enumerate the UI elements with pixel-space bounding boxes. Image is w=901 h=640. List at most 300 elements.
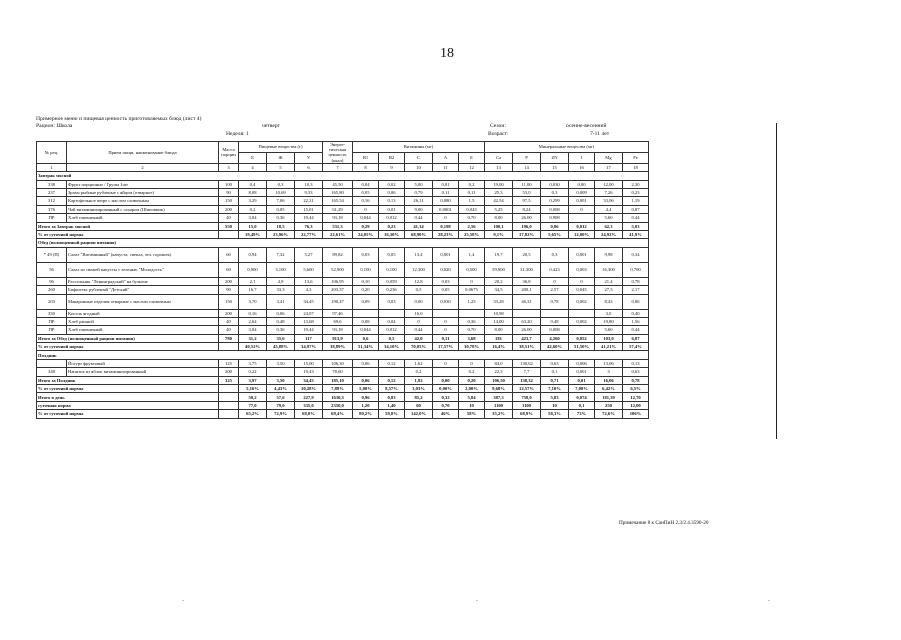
- table-cell: 0,003: [569, 262, 595, 277]
- table-cell: 200: [219, 368, 239, 376]
- table-cell: 50,2: [239, 393, 267, 401]
- table-cell: 36,8: [513, 277, 541, 285]
- table-cell: 0,70: [459, 326, 485, 334]
- table-cell: 8,57%: [379, 385, 405, 393]
- table-cell: 79,0: [267, 401, 295, 409]
- table-cell: 46%: [433, 410, 459, 418]
- table-cell: 0,001: [569, 247, 595, 262]
- col-number: 15: [541, 163, 569, 171]
- table-cell: 0,96: [353, 393, 379, 401]
- table-cell: 1,4: [459, 247, 485, 262]
- table-cell: 26,00: [513, 214, 541, 222]
- col-sub-header: Fe: [623, 152, 649, 163]
- table-cell: суточная норма: [37, 401, 219, 409]
- table-cell: 0,080: [433, 197, 459, 205]
- table-cell: 3,50: [267, 359, 295, 367]
- table-cell: 0,13: [623, 359, 649, 367]
- table-cell: [569, 214, 595, 222]
- col-number: 17: [595, 163, 623, 171]
- table-cell: 0,09: [353, 294, 379, 309]
- table-cell: 72,6%: [595, 410, 623, 418]
- table-cell: Хлеб пшеничный: [67, 326, 219, 334]
- table-cell: 1,5: [459, 197, 485, 205]
- table-cell: 3,03%: [405, 385, 433, 393]
- table-cell: 1100: [485, 401, 513, 409]
- table-cell: 0,002: [569, 294, 595, 309]
- table-cell: 5,03: [623, 222, 649, 230]
- table-cell: 40: [219, 214, 239, 222]
- table-cell: 84,0: [485, 359, 513, 367]
- table-cell: 0: [433, 214, 459, 222]
- table-cell: 0,06: [353, 359, 379, 367]
- table-cell: 0: [541, 277, 569, 285]
- table-cell: 17,82%: [513, 230, 541, 238]
- table-cell: 5,600: [295, 262, 323, 277]
- table-cell: 0,12: [379, 376, 405, 384]
- table-row: [37, 180, 649, 188]
- table-cell: 196,0: [513, 222, 541, 230]
- table-cell: 12,57%: [513, 385, 541, 393]
- total-row: [37, 376, 649, 384]
- col-sub-header: Ж: [267, 152, 295, 163]
- table-cell: 68,0%: [295, 410, 323, 418]
- table-cell: Напиток из яблок витаминизированный: [67, 368, 219, 376]
- table-cell: 0,052: [569, 334, 595, 342]
- table-row: [37, 262, 649, 277]
- col-number: 12: [459, 163, 485, 171]
- table-cell: 7,26: [595, 188, 623, 196]
- table-cell: 3,68: [459, 334, 485, 342]
- col-number: 1: [37, 163, 67, 171]
- table-cell: 34,97%: [295, 343, 323, 351]
- table-cell: % от суточной нормы: [37, 343, 219, 351]
- week-label: Неделя: 1: [226, 131, 249, 137]
- table-cell: 5,16%: [239, 385, 267, 393]
- table-cell: 0,299: [541, 197, 569, 205]
- table-cell: 0,900: [239, 262, 267, 277]
- table-cell: 40,52%: [239, 343, 267, 351]
- table-cell: 2,64: [239, 317, 267, 325]
- table-cell: 150: [219, 294, 239, 309]
- table-cell: [379, 368, 405, 376]
- col-sub-header: I: [569, 152, 595, 163]
- menu-title: Примерное меню и пищевая ценность приготовляемых блюд (лист 4): [36, 116, 202, 122]
- table-cell: 165,80: [323, 188, 353, 196]
- total-row: [37, 401, 649, 409]
- table-cell: 19,80: [595, 317, 623, 325]
- table-cell: Салат из свежей капусты с зеленью "Молодость": [67, 262, 219, 277]
- col-minerals: Минеральные вещества (мг): [485, 142, 649, 153]
- table-cell: 97,5: [513, 197, 541, 205]
- table-cell: 125: [219, 359, 239, 367]
- table-cell: 9,98: [595, 247, 623, 262]
- table-cell: 780: [219, 334, 239, 342]
- table-cell: 1,40: [379, 401, 405, 409]
- table-cell: 51,34%: [353, 343, 379, 351]
- col-recipe-no: № рец.: [37, 142, 67, 164]
- table-cell: 60: [219, 247, 239, 262]
- table-cell: 0,198: [433, 222, 459, 230]
- table-cell: 41,34: [405, 222, 433, 230]
- table-cell: 41,9%: [623, 230, 649, 238]
- table-cell: 5,83: [541, 393, 569, 401]
- col-number: 10: [405, 163, 433, 171]
- table-cell: 0,23: [379, 222, 405, 230]
- table-cell: 0,059: [379, 277, 405, 285]
- table-cell: 0,00: [433, 376, 459, 384]
- table-cell: 0,5: [379, 334, 405, 342]
- table-cell: 16,06: [595, 376, 623, 384]
- table-cell: 0,48: [267, 317, 295, 325]
- table-cell: 0,63: [623, 368, 649, 376]
- season-label: Сезон:: [490, 123, 506, 129]
- table-cell: 42,60%: [541, 343, 569, 351]
- table-cell: 7,32: [267, 247, 295, 262]
- table-cell: 69,4%: [323, 410, 353, 418]
- table-cell: 5,00: [405, 180, 433, 188]
- table-cell: Рассольник "Ленинградский" на бульоне: [67, 277, 219, 285]
- table-cell: 1630,3: [323, 393, 353, 401]
- table-cell: 0: [569, 205, 595, 213]
- table-cell: 250: [595, 401, 623, 409]
- table-cell: 9,1%: [485, 230, 513, 238]
- table-cell: [353, 368, 379, 376]
- table-cell: 0,01: [569, 376, 595, 384]
- table-cell: 89,82: [323, 247, 353, 262]
- table-cell: 0,6: [353, 334, 379, 342]
- table-cell: 4,4: [595, 205, 623, 213]
- table-cell: 80,2%: [353, 410, 379, 418]
- col-number: 6: [295, 163, 323, 171]
- table-cell: 0,87: [623, 205, 649, 213]
- table-cell: 0,5: [405, 286, 433, 294]
- col-number: 9: [379, 163, 405, 171]
- table-cell: 0,16: [239, 309, 267, 317]
- table-cell: 25,58%: [459, 230, 485, 238]
- col-number: 7: [323, 163, 353, 171]
- margin-line: [776, 123, 777, 439]
- table-cell: 117: [295, 334, 323, 342]
- table-cell: 70,05%: [405, 343, 433, 351]
- table-cell: Кисель ягодный: [67, 309, 219, 317]
- table-cell: 10,3: [295, 180, 323, 188]
- section-row: [37, 239, 649, 247]
- table-cell: 0,05: [353, 188, 379, 196]
- table-cell: Хлеб ржаной: [67, 317, 219, 325]
- table-cell: 0,86: [623, 294, 649, 309]
- col-number: 5: [267, 163, 295, 171]
- table-cell: ПР: [37, 214, 67, 222]
- table-cell: 0,13: [379, 197, 405, 205]
- table-cell: 0,44: [405, 326, 433, 334]
- table-cell: 8,08: [239, 188, 267, 196]
- table-cell: 0,00: [569, 180, 595, 188]
- table-cell: 0,0675: [459, 286, 485, 294]
- table-cell: 22,61%: [323, 230, 353, 238]
- table-cell: 7,7: [513, 368, 541, 376]
- table-cell: 0: [353, 205, 379, 213]
- table-cell: 6,5%: [623, 385, 649, 393]
- table-cell: 63,20: [513, 317, 541, 325]
- table-cell: 0,012: [569, 222, 595, 230]
- table-cell: [267, 368, 295, 376]
- table-row: [37, 197, 649, 205]
- total-row: [37, 343, 649, 351]
- table-cell: 3: [595, 368, 623, 376]
- table-cell: 0,06: [267, 309, 295, 317]
- table-cell: 0,00%: [433, 385, 459, 393]
- table-cell: 0,700: [623, 262, 649, 277]
- table-cell: 0,11: [433, 188, 459, 196]
- table-cell: 550: [219, 222, 239, 230]
- table-cell: % от суточной нормы: [37, 385, 219, 393]
- table-cell: 52,900: [323, 262, 353, 277]
- table-cell: 16,300: [595, 262, 623, 277]
- table-cell: 0,3: [267, 180, 295, 188]
- table-cell: 19,44: [295, 214, 323, 222]
- col-sub-header: C: [405, 152, 433, 163]
- table-cell: 0,001: [569, 368, 595, 376]
- table-cell: Итого за Завтрак мясной: [37, 222, 219, 230]
- table-cell: 45,88%: [267, 343, 295, 351]
- table-cell: 59,0%: [379, 410, 405, 418]
- col-number: 3: [219, 163, 239, 171]
- table-cell: 0,06: [353, 376, 379, 384]
- table-cell: 0,16: [353, 197, 379, 205]
- col-nutrients: Пищевые вещества (г): [239, 142, 323, 153]
- table-cell: 34,10%: [379, 343, 405, 351]
- table-cell: 0,012: [379, 326, 405, 334]
- total-row: [37, 385, 649, 393]
- table-cell: 0,020: [433, 262, 459, 277]
- table-cell: 25,3: [485, 188, 513, 196]
- col-sub-header: B2: [379, 152, 405, 163]
- table-cell: Хлеб пшеничный: [67, 214, 219, 222]
- total-row: [37, 230, 649, 238]
- table-cell: 0,012: [379, 214, 405, 222]
- table-cell: 0,008: [541, 205, 569, 213]
- table-cell: 0: [459, 359, 485, 367]
- table-cell: [433, 309, 459, 317]
- table-cell: 100,1: [485, 222, 513, 230]
- col-number: 4: [239, 163, 267, 171]
- section-row: [37, 351, 649, 359]
- table-cell: 15,0: [239, 222, 267, 230]
- table-cell: 46,31: [513, 294, 541, 309]
- table-cell: 23,96%: [267, 230, 295, 238]
- table-cell: 93,18: [323, 214, 353, 222]
- col-sub-header: E: [459, 152, 485, 163]
- table-cell: [219, 385, 239, 393]
- table-cell: 8,00: [485, 326, 513, 334]
- table-cell: 0,043: [459, 205, 485, 213]
- table-cell: 19,00: [485, 180, 513, 188]
- table-cell: 387,3: [485, 393, 513, 401]
- scan-mark: -: [768, 598, 770, 604]
- col-mass: Масса порции: [219, 142, 239, 164]
- table-cell: 24,92%: [595, 230, 623, 238]
- table-cell: 0,02: [379, 180, 405, 188]
- table-cell: [353, 309, 379, 317]
- table-cell: Йогурт фруктовый: [67, 359, 219, 367]
- table-row: [37, 317, 649, 325]
- table-cell: 0,074: [569, 393, 595, 401]
- table-cell: 350: [37, 309, 67, 317]
- table-cell: ПР: [37, 326, 67, 334]
- table-cell: 13,06: [595, 359, 623, 367]
- table-cell: 0: [433, 317, 459, 325]
- col-number: 2: [67, 163, 219, 171]
- table-cell: 0,78: [623, 277, 649, 285]
- table-cell: 18,5: [267, 222, 295, 230]
- table-cell: 103,0: [595, 334, 623, 342]
- table-cell: 348: [37, 368, 67, 376]
- table-cell: [219, 343, 239, 351]
- table-cell: 42,54: [485, 197, 513, 205]
- table-cell: 0,1: [569, 401, 595, 409]
- table-cell: 7,00%: [569, 385, 595, 393]
- table-cell: Чай витаминизированный с сахаром (Шиповник): [67, 205, 219, 213]
- table-row: [37, 326, 649, 334]
- table-cell: 1,25: [459, 294, 485, 309]
- table-cell: 12,00: [623, 401, 649, 409]
- table-cell: 0,94: [239, 247, 267, 262]
- col-number: 18: [623, 163, 649, 171]
- table-cell: 0,006: [569, 359, 595, 367]
- table-cell: 8,00: [485, 214, 513, 222]
- table-cell: 35,2%: [485, 410, 513, 418]
- table-cell: 0,009: [569, 188, 595, 196]
- col-number: 14: [513, 163, 541, 171]
- table-cell: 5,25: [485, 205, 513, 213]
- table-cell: ПР: [37, 317, 67, 325]
- table-cell: 17,57%: [433, 343, 459, 351]
- table-cell: 68,90%: [405, 230, 433, 238]
- table-cell: 58%: [459, 410, 485, 418]
- table-cell: 0,10: [353, 277, 379, 285]
- table-cell: 3,50: [267, 376, 295, 384]
- table-cell: 5,00%: [353, 385, 379, 393]
- table-cell: 0,44: [405, 214, 433, 222]
- table-cell: 10: [541, 401, 569, 409]
- table-cell: 9,33: [295, 188, 323, 196]
- col-energy: Энерге-тическая ценность (ккал): [323, 142, 353, 164]
- table-cell: 106,50: [485, 376, 513, 384]
- table-cell: 5,84: [459, 393, 485, 401]
- table-cell: 3,04: [239, 214, 267, 222]
- table-cell: 3,100: [267, 262, 295, 277]
- col-sub-header: Ca: [485, 152, 513, 163]
- table-cell: Фрукт порционно / Груша 1шт: [67, 180, 219, 188]
- table-cell: 0,11: [433, 334, 459, 342]
- table-cell: 0,71: [541, 376, 569, 384]
- table-cell: 22,5: [485, 368, 513, 376]
- total-row: [37, 410, 649, 418]
- table-cell: 59,900: [485, 262, 513, 277]
- table-cell: 0,008: [541, 326, 569, 334]
- table-cell: [569, 326, 595, 334]
- table-cell: Зразы рыбные рубленые с яйцом (отварное): [67, 188, 219, 196]
- col-sub-header: Mg: [595, 152, 623, 163]
- table-cell: 0,2: [459, 368, 485, 376]
- table-cell: 72,9%: [267, 410, 295, 418]
- table-cell: 38,89%: [323, 343, 353, 351]
- table-cell: 24,05%: [353, 230, 379, 238]
- table-cell: 0,44: [623, 326, 649, 334]
- table-cell: 7,88%: [323, 385, 353, 393]
- footnote: Примечание 8 к СанПиН 2.3/2.4.3590-20: [619, 520, 709, 526]
- table-row: [37, 286, 649, 294]
- page-number: 18: [440, 46, 454, 61]
- table-cell: 0,03: [353, 247, 379, 262]
- col-number: 11: [433, 163, 459, 171]
- table-cell: 142,0%: [405, 410, 433, 418]
- table-cell: 0,2: [459, 180, 485, 188]
- table-cell: 12,70: [623, 393, 649, 401]
- total-row: [37, 222, 649, 230]
- table-cell: 531,3: [323, 222, 353, 230]
- table-cell: 0,00: [405, 294, 433, 309]
- table-cell: 34,43: [295, 376, 323, 384]
- table-cell: 0,100: [353, 262, 379, 277]
- section-title: Обед (полноценный рацион питания): [37, 239, 649, 247]
- table-cell: 3,97: [239, 376, 267, 384]
- table-cell: 34,45: [295, 294, 323, 309]
- table-cell: 0,05: [267, 205, 295, 213]
- table-cell: 33,28: [485, 294, 513, 309]
- table-cell: 34,5: [485, 286, 513, 294]
- table-cell: 33,06: [595, 197, 623, 205]
- table-cell: 0,78: [623, 376, 649, 384]
- table-cell: 2,1: [239, 277, 267, 285]
- table-cell: 13,6: [295, 277, 323, 285]
- table-cell: 200: [219, 309, 239, 317]
- table-cell: 40: [219, 317, 239, 325]
- table-cell: 2,30: [623, 180, 649, 188]
- table-cell: 13,4: [405, 247, 433, 262]
- table-cell: 3,0: [595, 309, 623, 317]
- table-cell: 1,19: [623, 197, 649, 205]
- table-cell: 45,50: [323, 180, 353, 188]
- table-cell: 9,00: [405, 205, 433, 213]
- section-title: Завтрак мясной: [37, 172, 649, 180]
- table-cell: 12,00: [595, 180, 623, 188]
- table-cell: 0,36: [267, 326, 295, 334]
- table-cell: 12,00%: [569, 230, 595, 238]
- table-cell: 53,0: [513, 188, 541, 196]
- total-row: [37, 393, 649, 401]
- day-label: четверг: [262, 123, 280, 129]
- total-row: [37, 334, 649, 342]
- table-cell: 68,9%: [513, 410, 541, 418]
- table-cell: 106,95: [323, 277, 353, 285]
- table-row: [37, 368, 649, 376]
- table-cell: 0: [433, 359, 459, 367]
- table-cell: 237: [37, 188, 67, 196]
- table-cell: 16,30%: [379, 230, 405, 238]
- table-cell: 65,2%: [239, 410, 267, 418]
- table-cell: 100: [219, 180, 239, 188]
- table-cell: 26,11: [405, 197, 433, 205]
- table-cell: 85,2: [405, 393, 433, 401]
- table-cell: 78,60: [323, 368, 353, 376]
- col-dish: Прием пищи, наименование блюда: [67, 142, 219, 164]
- table-cell: 8,24: [513, 205, 541, 213]
- table-cell: 14,00: [485, 317, 513, 325]
- table-cell: 138,32: [513, 376, 541, 384]
- table-row: [37, 294, 649, 309]
- table-cell: 3,04: [239, 326, 267, 334]
